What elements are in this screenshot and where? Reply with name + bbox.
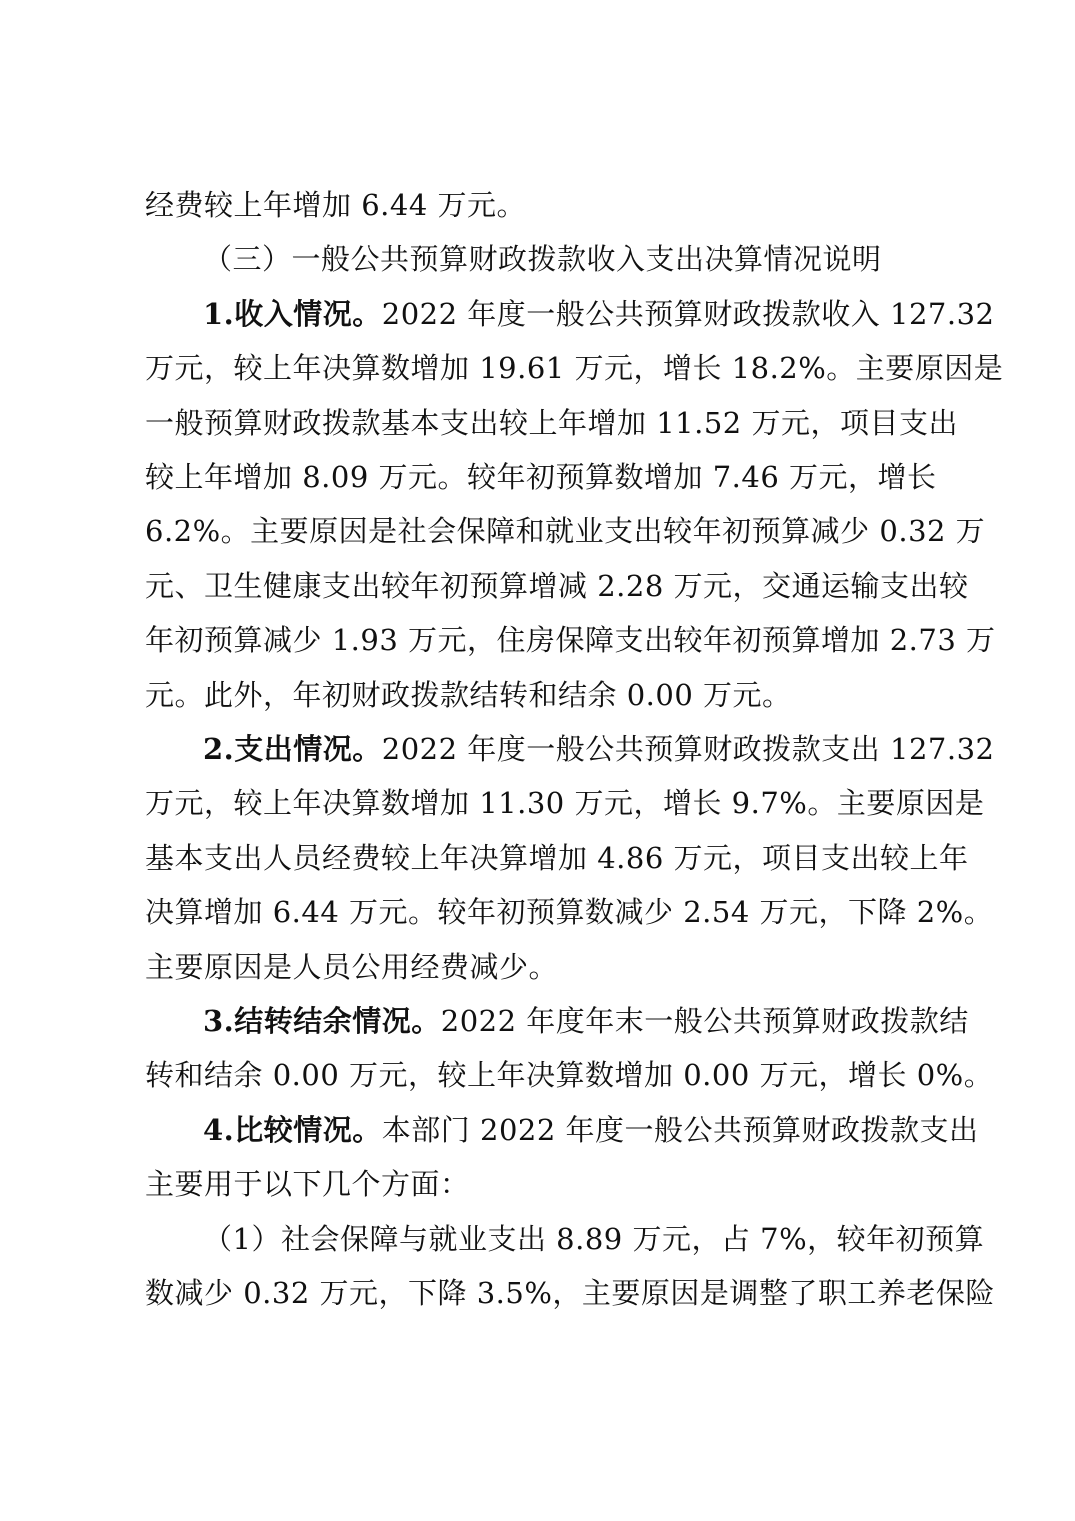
body-text: 2022 年度年末一般公共预算财政拨款结	[440, 1004, 969, 1038]
paragraph-line	[145, 1056, 993, 1094]
body-text: 万元，较上年决算数增加 19.61 万元，增长 18.2%。主要原因是	[145, 351, 1004, 386]
body-text: 6.2%。主要原因是社会保障和就业支出较年初预算减少 0.32 万	[145, 514, 986, 549]
body-text: 元、卫生健康支出较年初预算增减 2.28 万元，交通运输支出较	[145, 568, 969, 603]
body-text: 决算增加 6.44 万元。较年初预算数减少 2.54 万元，下降 2%。	[145, 895, 994, 930]
body-text: 年初预算减少 1.93 万元，住房保障支出较年初预算增加 2.73 万	[145, 623, 996, 658]
paragraph-line	[203, 1111, 979, 1149]
paragraph-line	[145, 1165, 470, 1203]
section-heading: 1.收入情况。	[203, 296, 382, 331]
paragraph-line	[203, 730, 995, 768]
paragraph-line	[145, 404, 958, 442]
body-text: （1）社会保障与就业支出 8.89 万元，占 7%，较年初预算	[203, 1221, 985, 1256]
paragraph-line	[145, 349, 1003, 387]
body-text: 元。此外，年初财政拨款结转和结余 0.00 万元。	[145, 677, 792, 712]
body-text: 2022 年度一般公共预算财政拨款收入 127.32	[381, 296, 995, 331]
paragraph-line	[145, 893, 993, 931]
body-text: 较上年增加 8.09 万元。较年初预算数增加 7.46 万元，增长	[145, 460, 937, 494]
body-text: 基本支出人员经费较上年决算增加 4.86 万元，项目支出较上年	[145, 840, 969, 875]
section-heading: 4.比较情况。	[203, 1112, 382, 1147]
paragraph-line	[145, 512, 985, 550]
body-text: （三）一般公共预算财政拨款收入支出决算情况说明	[203, 242, 882, 277]
body-text: 转和结余 0.00 万元，较上年决算数增加 0.00 万元，增长 0%。	[145, 1058, 994, 1093]
paragraph-line	[145, 1274, 995, 1312]
paragraph-line	[145, 676, 792, 714]
section-heading: 3.结转结余情况。	[203, 1004, 441, 1038]
paragraph-line	[203, 1002, 969, 1040]
paragraph-line	[203, 295, 995, 333]
section-heading: 2.支出情况。	[203, 732, 382, 766]
body-text: 万元，较上年决算数增加 11.30 万元，增长 9.7%。主要原因是	[145, 786, 985, 821]
paragraph-line	[203, 240, 882, 278]
body-text: 一般预算财政拨款基本支出较上年增加 11.52 万元，项目支出	[145, 405, 958, 440]
paragraph-line	[145, 784, 984, 822]
body-text: 主要用于以下几个方面：	[145, 1167, 470, 1202]
paragraph-line	[145, 839, 969, 877]
body-text: 数减少 0.32 万元，下降 3.5%，主要原因是调整了职工养老保险	[145, 1276, 995, 1310]
paragraph-line	[145, 458, 937, 496]
paragraph-line	[145, 621, 996, 659]
paragraph-line	[203, 1220, 984, 1258]
paragraph-line	[145, 186, 526, 224]
paragraph-line	[145, 567, 969, 605]
body-text: 经费较上年增加 6.44 万元。	[145, 188, 527, 222]
body-text: 本部门 2022 年度一般公共预算财政拨款支出	[381, 1112, 979, 1147]
body-text: 2022 年度一般公共预算财政拨款支出 127.32	[381, 732, 995, 766]
paragraph-line	[145, 948, 558, 986]
body-text: 主要原因是人员公用经费减少。	[145, 949, 559, 984]
